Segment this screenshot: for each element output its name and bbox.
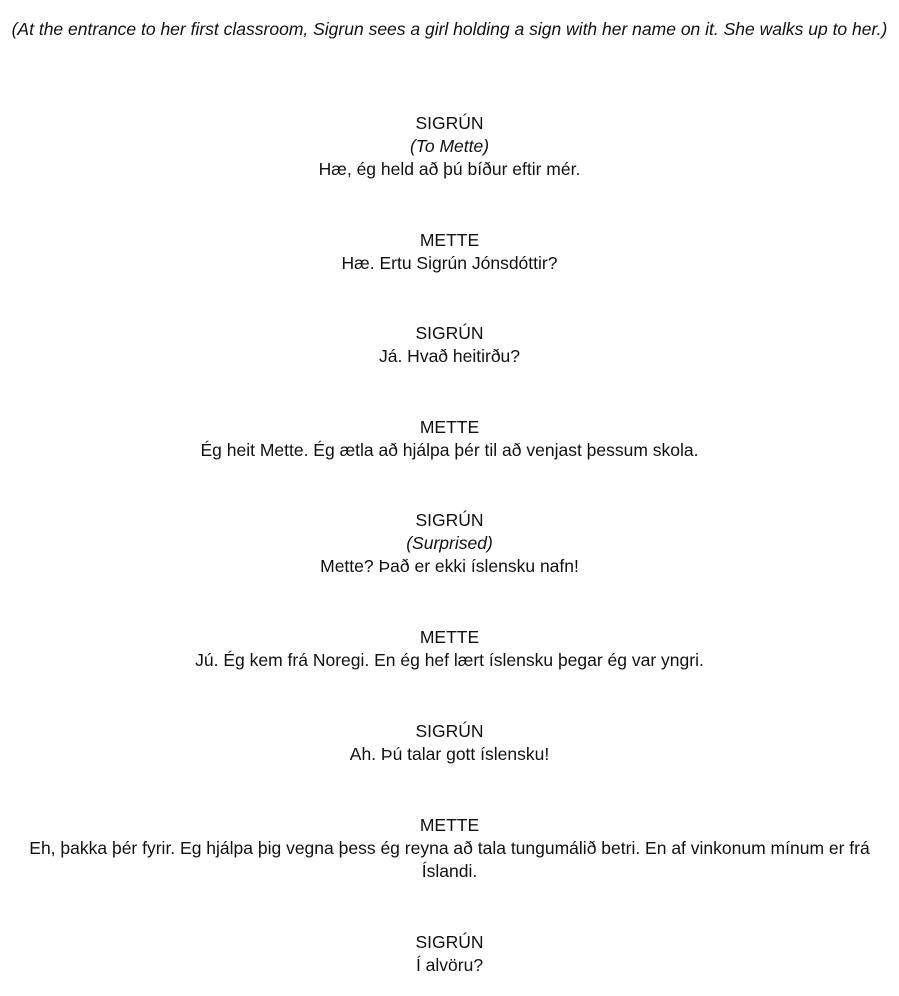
character-name: SIGRÚN	[415, 721, 484, 741]
dialogue-text: Já. Hvað heitirðu?	[378, 346, 521, 366]
dialogue-block	[8, 416, 891, 462]
dialogue-block	[8, 931, 891, 977]
dialogue-text: Í alvöru?	[415, 955, 484, 975]
parenthetical: (To Mette)	[409, 136, 490, 156]
character-name: METTE	[419, 627, 480, 647]
dialogue-block	[8, 229, 891, 275]
character-name: SIGRÚN	[415, 510, 484, 530]
character-name: METTE	[419, 417, 480, 437]
character-name: SIGRÚN	[415, 932, 484, 952]
dialogue-text: Hæ. Ertu Sigrún Jónsdóttir?	[341, 253, 558, 273]
dialogue-block	[8, 814, 891, 883]
dialogue-text: Ég heit Mette. Ég ætla að hjálpa þér til að venjast þessum skola.	[200, 440, 699, 460]
character-name: METTE	[419, 230, 480, 250]
scene-action	[8, 18, 891, 41]
dialogue-text: Mette? Það er ekki íslensku nafn!	[320, 556, 579, 576]
dialogue-text: Jú. Ég kem frá Noregi. En ég hef lært íslensku þegar ég var yngri.	[195, 650, 704, 670]
action-text: (At the entrance to her first classroom, Sigrun sees a girl holding a sign with her name on it. She walks up to her.)	[11, 19, 888, 39]
dialogue-text: Hæ, ég held að þú bíður eftir mér.	[318, 159, 581, 179]
dialogue-block	[8, 720, 891, 766]
dialogue-block	[8, 626, 891, 672]
character-name: METTE	[419, 815, 480, 835]
dialogue-text: Eh, þakka þér fyrir. Eg hjálpa þig vegna þess ég reyna að tala tungumálið betri. En af vinkonum mínum er frá Íslandi.	[29, 838, 870, 881]
dialogue-text: Ah. Þú talar gott íslensku!	[349, 744, 550, 764]
dialogue-block	[8, 509, 891, 578]
dialogue-block	[8, 322, 891, 368]
character-name: SIGRÚN	[415, 323, 484, 343]
dialogue-block	[8, 112, 891, 181]
character-name: SIGRÚN	[415, 113, 484, 133]
parenthetical: (Surprised)	[406, 533, 493, 553]
